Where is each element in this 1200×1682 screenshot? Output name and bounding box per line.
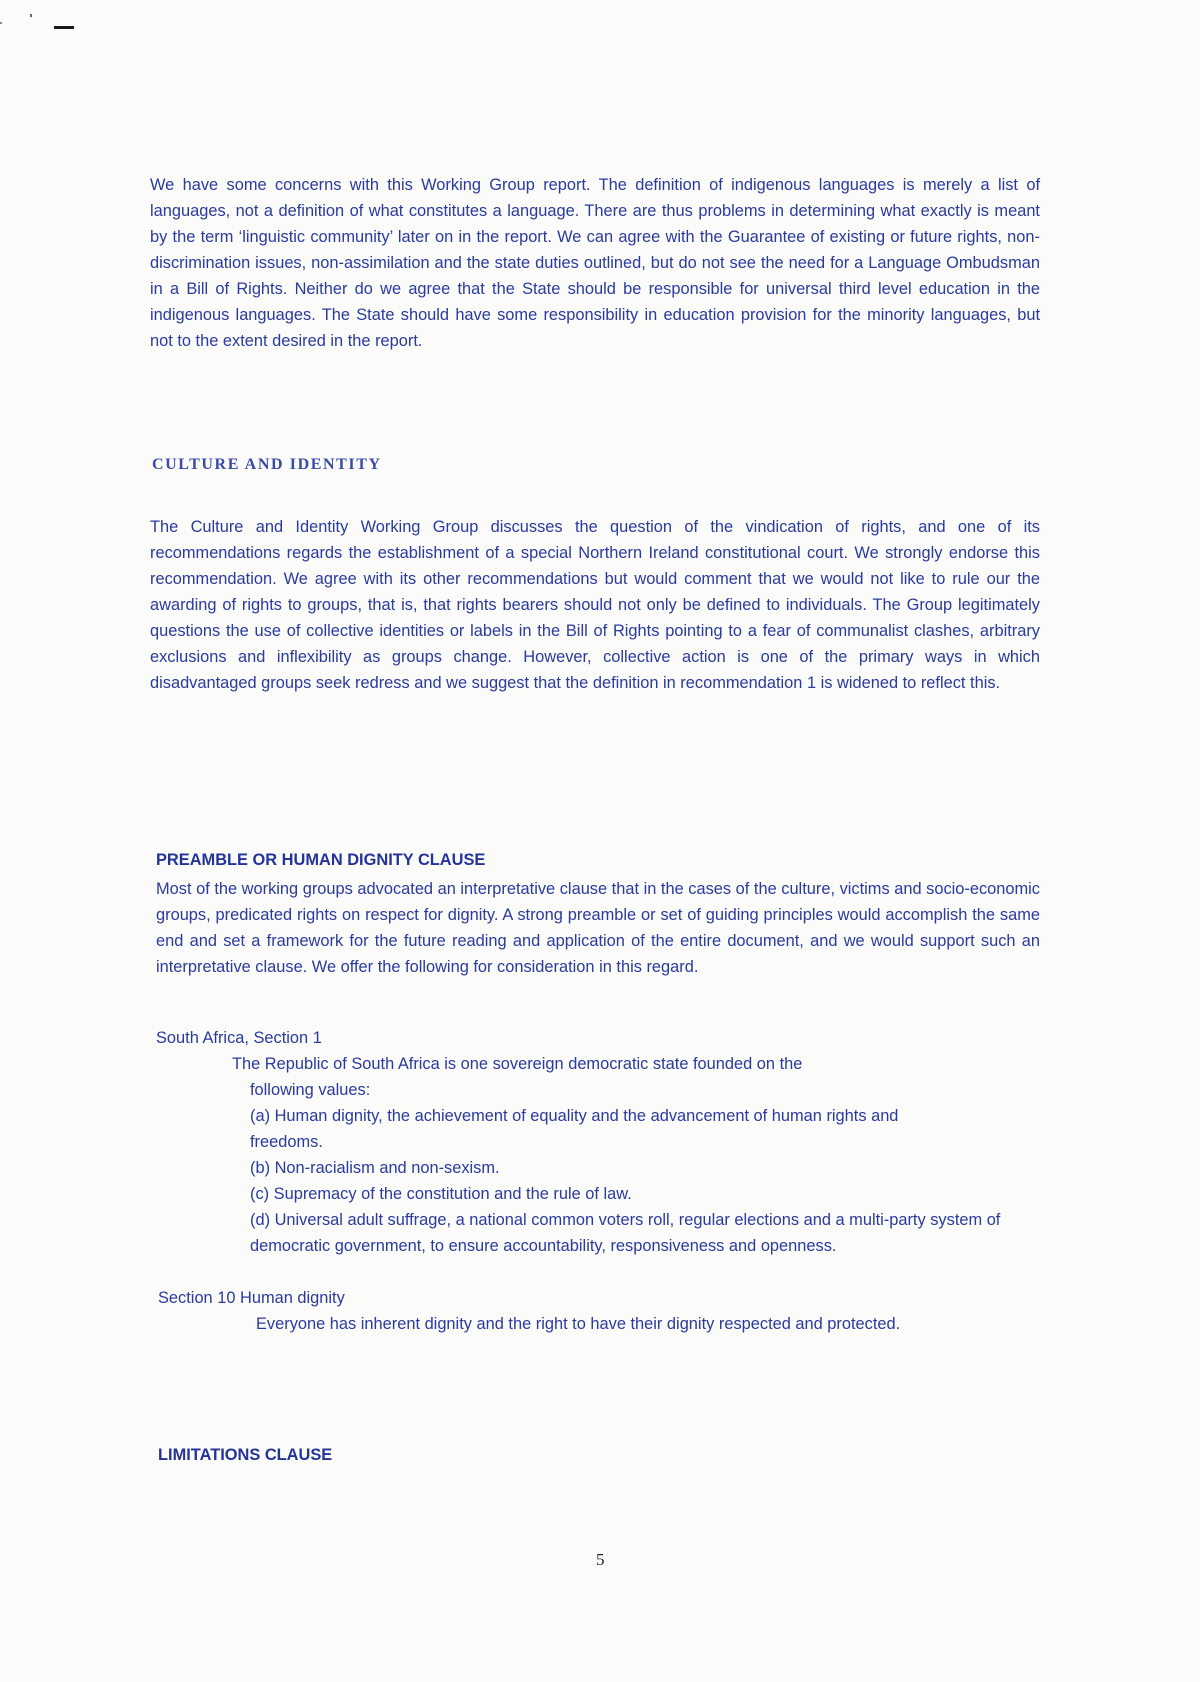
clause-a: (a) Human dignity, the achievement of equality and the advancement of human rights and freedoms.	[250, 1107, 899, 1151]
section-1-intro	[232, 1051, 972, 1103]
section-10-label: Section 10 Human dignity	[158, 1289, 345, 1307]
page-number: 5	[596, 1550, 605, 1569]
clause-b: (b) Non-racialism and non-sexism.	[250, 1159, 500, 1177]
preamble-heading: PREAMBLE OR HUMAN DIGNITY CLAUSE	[156, 851, 486, 869]
south-africa-section-1-label: South Africa, Section 1	[156, 1029, 322, 1047]
languages-paragraph: We have some concerns with this Working Group report. The definition of indigenous languages is merely a list of languages, not a definition of what constitutes a language. There are thus problems in determining what exactly is meant by the term ‘linguistic community’ later on in the report. We can agree with the Guarantee of existing or future rights, non-discrimination issues, non-assimilation and the state duties outlined, but do not see the need for a Language Ombudsman in a Bill of Rights. Neither do we agree that the State should be responsible for universal third level education in the indigenous languages. The State should have some responsibility in education provision for the minority languages, but not to the extent desired in the report.	[150, 176, 1040, 350]
scan-corner-mark	[0, 8, 80, 38]
clause-d: (d) Universal adult suffrage, a national common voters roll, regular elections and a multi-party system of democratic government, to ensure accountability, responsiveness and openness.	[250, 1211, 1001, 1255]
section-10-text: Everyone has inherent dignity and the right to have their dignity respected and protected.	[256, 1315, 901, 1333]
section-1-intro-line2: following values:	[250, 1081, 371, 1099]
preamble-paragraph: Most of the working groups advocated an interpretative clause that in the cases of the culture, victims and socio-economic groups, predicated rights on respect for dignity. A strong preamble or set of guiding principles would accomplish the same end and set a framework for the future reading and application of the entire document, and we would support such an interpretative clause. We offer the following for consideration in this regard.	[156, 880, 1040, 976]
culture-paragraph: The Culture and Identity Working Group discusses the question of the vindication of rights, and one of its recommendations regards the establishment of a special Northern Ireland constitutional court. We strongly endorse this recommendation. We agree with its other recommendations but would comment that we would not like to rule our the awarding of rights to groups, that is, that rights bearers should not only be defined to individuals. The Group legitimately questions the use of collective identities or labels in the Bill of Rights pointing to a fear of communalist clashes, arbitrary exclusions and inflexibility as groups change. However, collective action is one of the primary ways in which disadvantaged groups seek redress and we suggest that the definition in recommendation 1 is widened to reflect this.	[150, 518, 1040, 692]
clause-c: (c) Supremacy of the constitution and the rule of law.	[250, 1185, 632, 1203]
culture-heading: CULTURE AND IDENTITY	[152, 456, 382, 473]
limitations-heading: LIMITATIONS CLAUSE	[158, 1446, 333, 1464]
section-1-intro-line1: The Republic of South Africa is one sovereign democratic state founded on the	[232, 1055, 803, 1073]
